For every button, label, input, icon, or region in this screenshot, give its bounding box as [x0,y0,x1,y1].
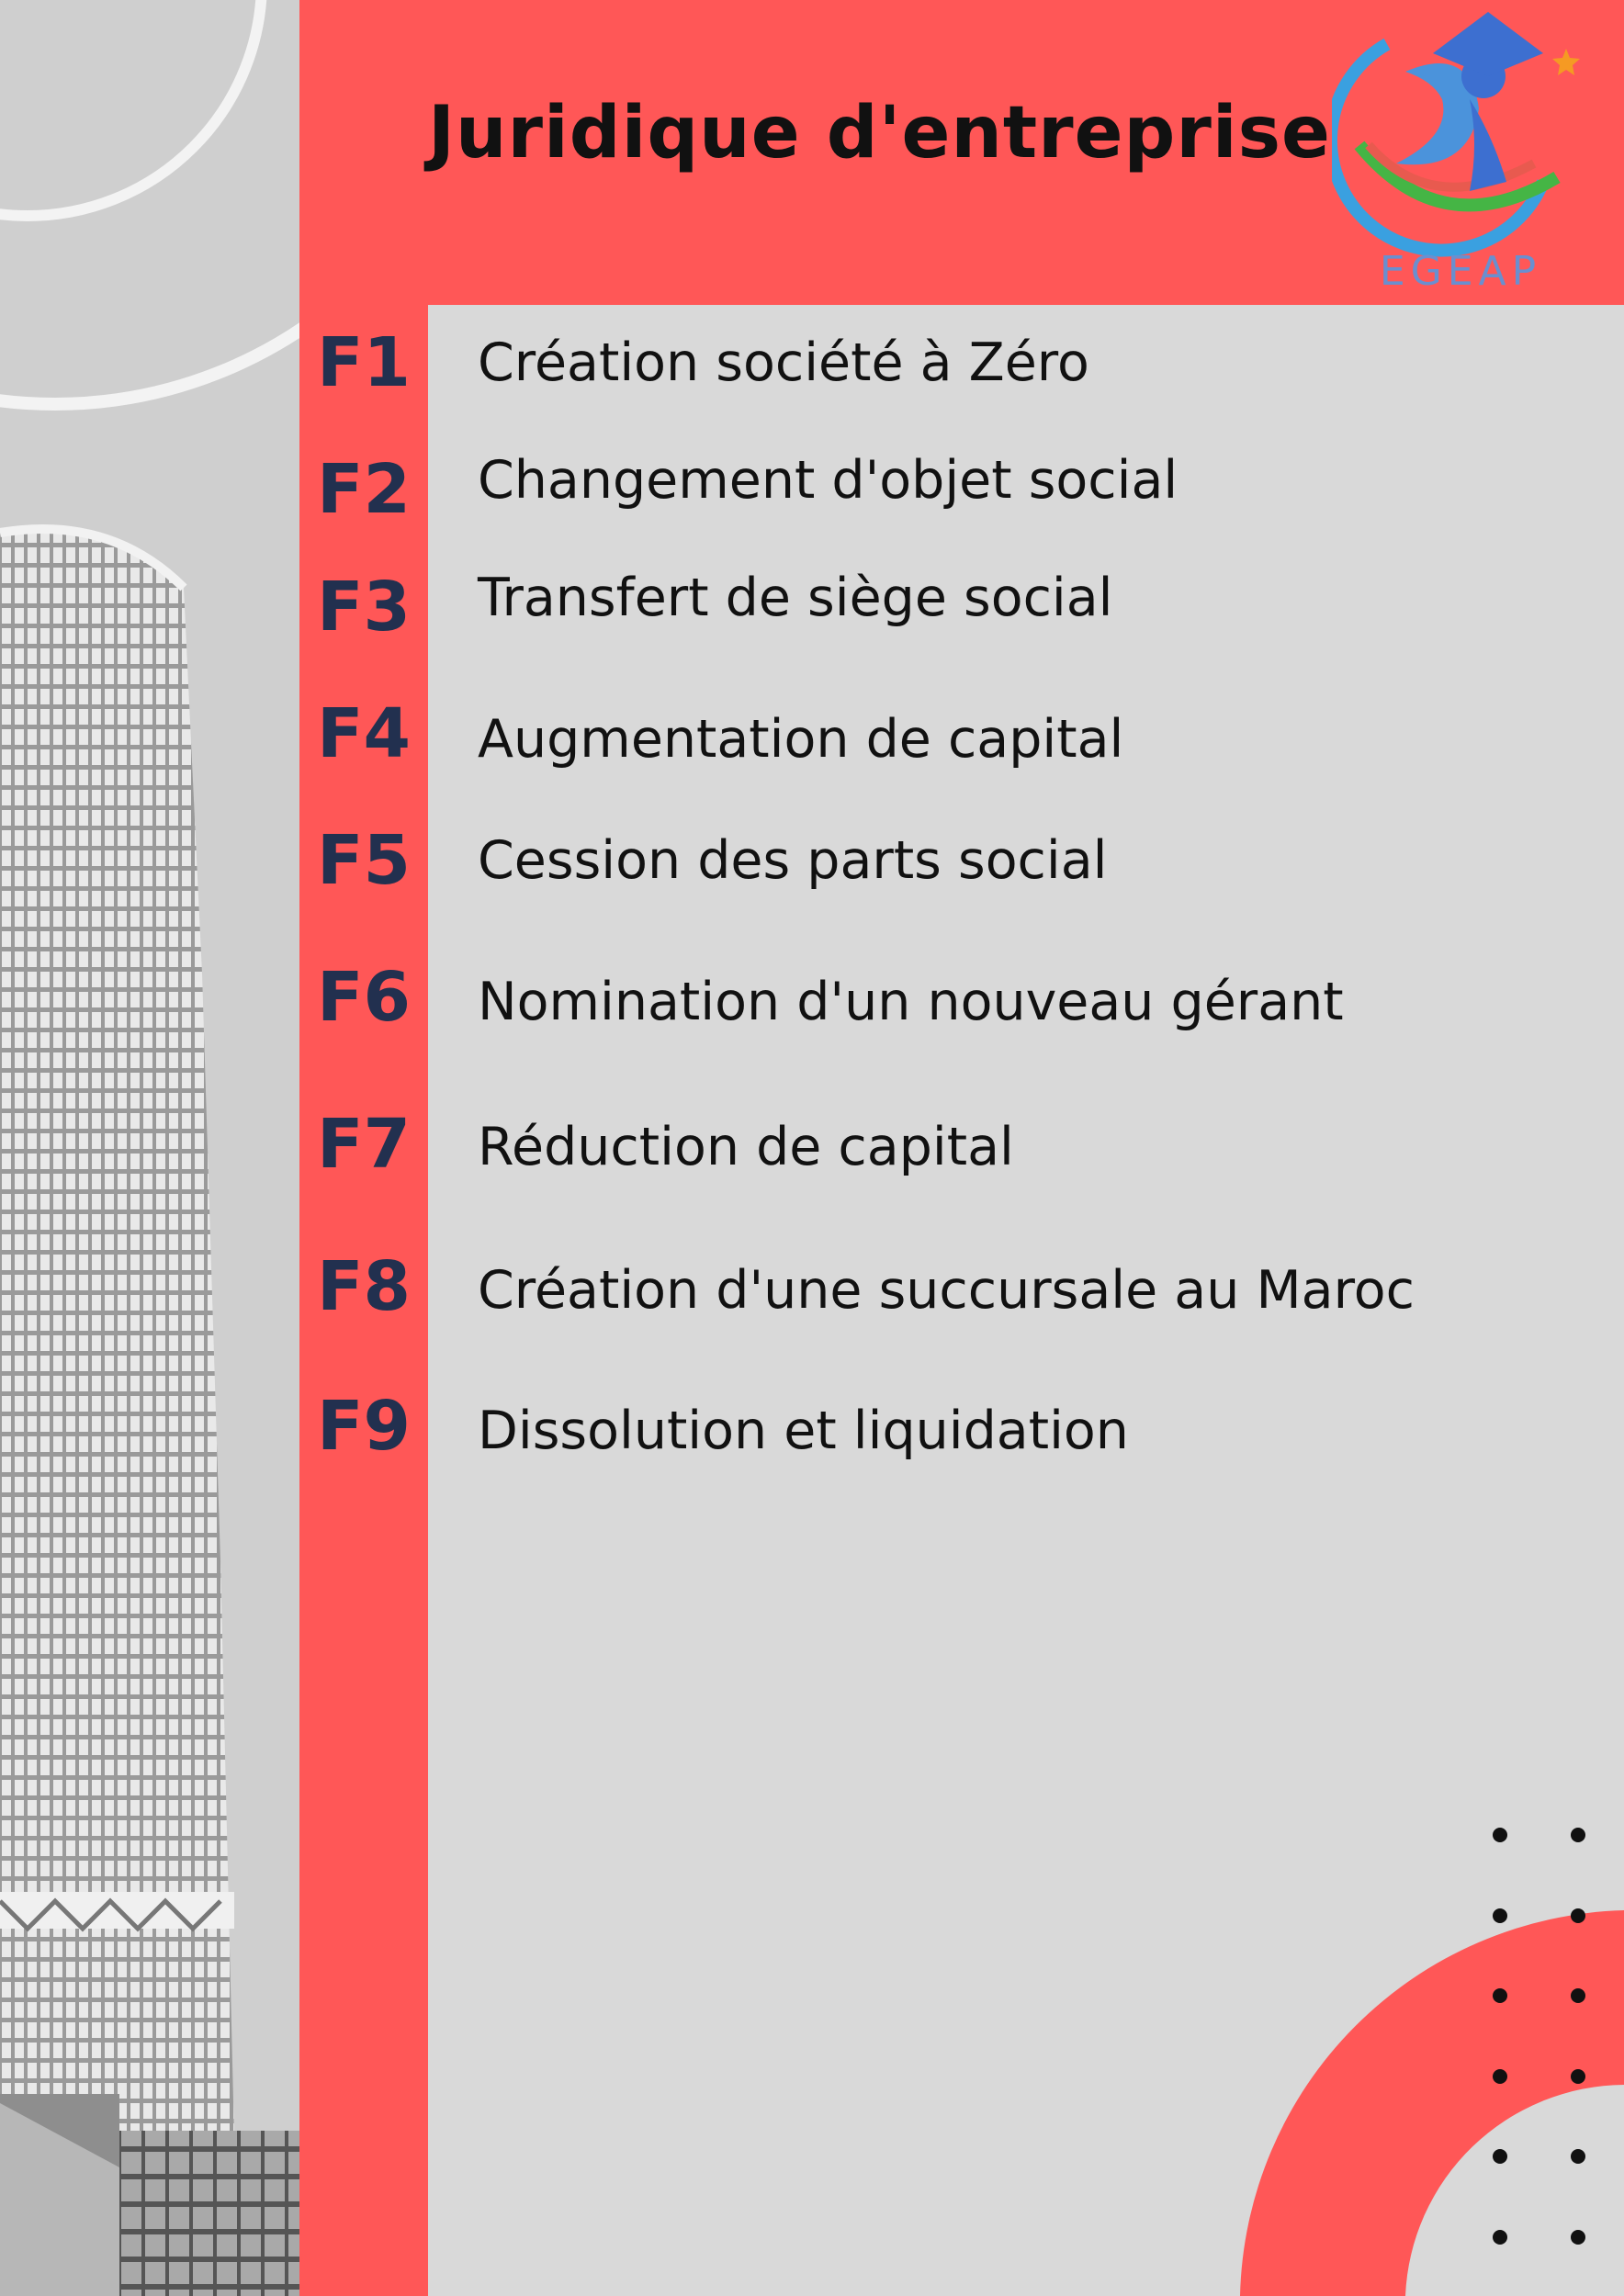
service-label: Cession des parts social [478,830,1108,891]
service-label: Création d'une succursale au Maroc [478,1260,1415,1321]
service-label: Création société à Zéro [478,332,1089,393]
service-code: F4 [316,694,412,773]
logo-text: EGEAP [1379,248,1542,295]
service-label: Réduction de capital [478,1117,1014,1177]
service-code: F7 [316,1105,412,1184]
building-photo [0,0,299,2296]
service-code: F2 [316,450,412,529]
service-label: Augmentation de capital [478,709,1124,770]
service-code: F3 [316,568,412,647]
service-code: F6 [316,958,412,1037]
page-title: Juridique d'entreprise [428,92,1331,174]
service-code: F1 [316,323,412,402]
service-label: Nomination d'un nouveau gérant [478,972,1344,1032]
service-code: F5 [316,821,412,900]
service-code: F9 [316,1387,412,1466]
service-label: Transfert de siège social [478,568,1113,628]
arc-decoration [0,0,299,422]
service-code: F8 [316,1247,412,1326]
service-label: Dissolution et liquidation [478,1401,1129,1461]
service-label: Changement d'objet social [478,450,1179,511]
